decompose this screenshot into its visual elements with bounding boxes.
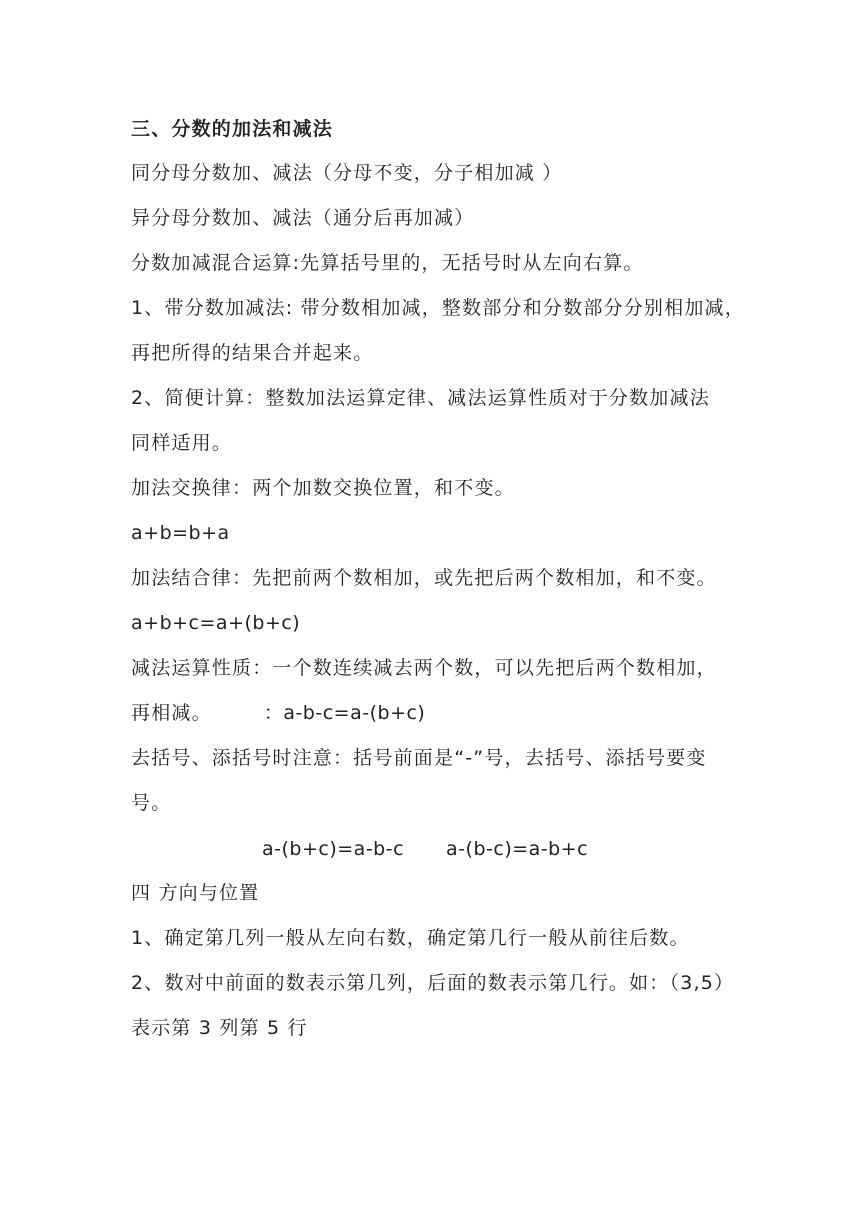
rule-mixed-numbers: 1、带分数加减法: 带分数相加减，整数部分和分数部分分别相加减， [131, 297, 745, 319]
rule-mixed-operations: 分数加减混合运算:先算括号里的，无括号时从左向右算。 [131, 252, 644, 274]
rule-columns-rows: 1、确定第几列一般从左向右数，确定第几行一般从前往后数。 [131, 927, 690, 949]
formula-commutative: a+b=b+a [131, 522, 230, 544]
formula-associative: a+b+c=a+(b+c) [131, 612, 301, 634]
rule-mixed-numbers-cont: 再把所得的结果合并起来。 [131, 342, 374, 364]
rule-associative-law: 加法结合律：先把前两个数相加，或先把后两个数相加，和不变。 [131, 567, 717, 589]
formula-remove-brackets-minus: a-(b-c)=a-b+c [446, 838, 589, 860]
formula-subtraction: ：a-b-c=a-(b+c) [263, 702, 426, 724]
rule-number-pair-cont: 表示第 3 列第 5 行 [131, 1017, 308, 1039]
formula-remove-brackets-plus: a-(b+c)=a-b-c [262, 838, 405, 860]
rule-simplified-calc-cont: 同样适用。 [131, 432, 233, 454]
formula-bracket-examples [131, 836, 741, 862]
rule-brackets-cont: 号。 [131, 792, 172, 814]
section-heading-fractions: 三、分数的加法和减法 [131, 118, 334, 140]
subtraction-text: 再相减。 [131, 702, 212, 724]
rule-same-denominator: 同分母分数加、减法（分母不变，分子相加减 ） [131, 162, 563, 184]
section-heading-direction: 四 方向与位置 [131, 882, 260, 904]
rule-commutative-law: 加法交换律：两个加数交换位置，和不变。 [131, 477, 515, 499]
rule-different-denominator: 异分母分数加、减法（通分后再加减） [131, 207, 475, 229]
rule-subtraction-property: 减法运算性质：一个数连续减去两个数，可以先把后两个数相加， [131, 657, 717, 679]
rule-brackets: 去括号、添括号时注意：括号前面是“-”号，去括号、添括号要变 [131, 747, 707, 769]
rule-subtraction-property-cont [131, 700, 741, 726]
rule-number-pair: 2、数对中前面的数表示第几列，后面的数表示第几行。如：（3,5） [131, 972, 735, 994]
rule-simplified-calc: 2、简便计算：整数加法运算定律、减法运算性质对于分数加减法 [131, 387, 710, 409]
